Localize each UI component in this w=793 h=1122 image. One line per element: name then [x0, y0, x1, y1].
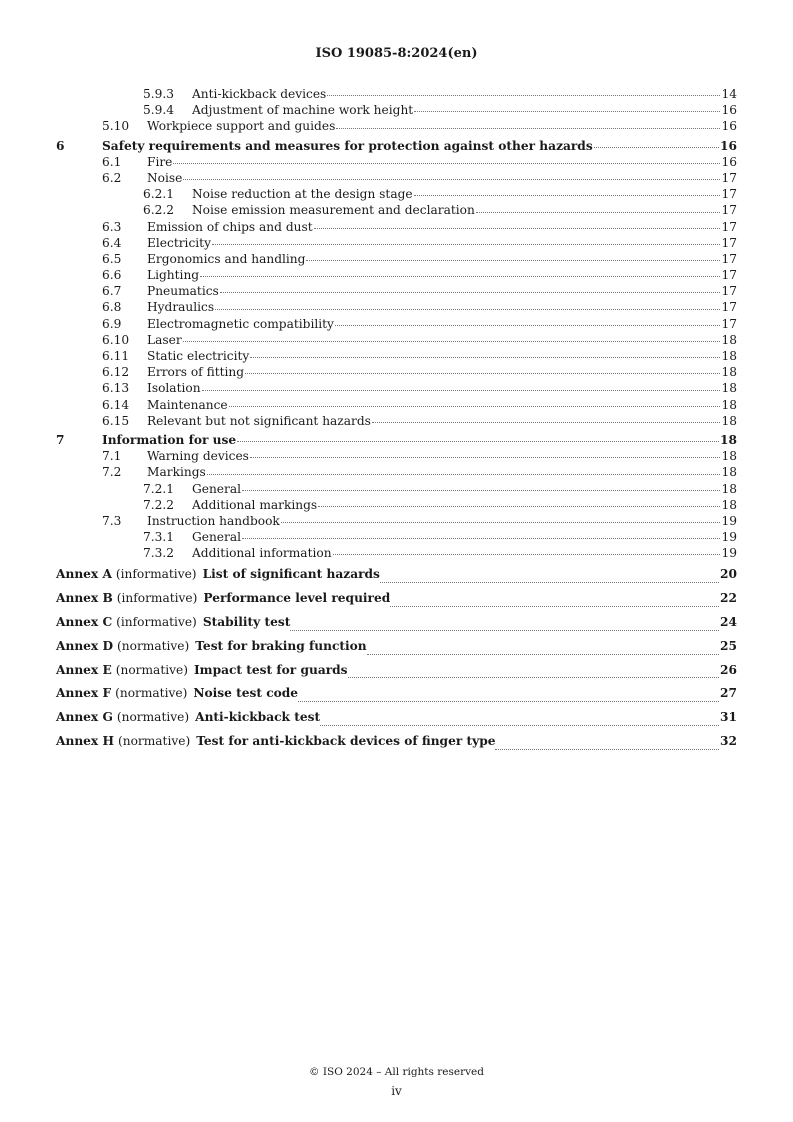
toc-annex-entry[interactable]: [56, 587, 737, 611]
toc-entry-page: 17: [721, 203, 737, 218]
toc-entry-page: 16: [721, 154, 737, 169]
toc-entry-page: 18: [721, 481, 737, 496]
dot-leader: [183, 179, 720, 180]
dot-leader: [333, 554, 721, 555]
dot-leader: [367, 654, 719, 655]
annex-page: 31: [720, 710, 737, 725]
dot-leader: [318, 506, 720, 507]
toc-entry[interactable]: [56, 235, 737, 251]
dot-leader: [229, 406, 721, 407]
toc-entry-page: 17: [721, 251, 737, 266]
toc-entry[interactable]: [56, 481, 737, 497]
dot-leader: [495, 749, 719, 750]
toc-entry-title: Noise: [147, 170, 183, 185]
toc-entry-page: 17: [721, 170, 737, 185]
toc-entry-number: 6.14: [102, 397, 130, 412]
annex-key: Annex G: [56, 710, 113, 725]
toc-entry[interactable]: [56, 86, 737, 102]
dot-leader: [414, 111, 720, 112]
toc-entry[interactable]: [56, 102, 737, 118]
dot-leader: [250, 357, 720, 358]
dot-leader: [173, 163, 720, 164]
toc-entry[interactable]: [56, 154, 737, 170]
toc-entry[interactable]: [56, 138, 737, 154]
toc-entry-number: 7.2: [102, 465, 122, 480]
annex-title: Test for braking function: [195, 638, 367, 653]
toc-entry[interactable]: [56, 299, 737, 315]
toc-entry-number: 6.15: [102, 413, 130, 428]
toc-entry-page: 18: [721, 397, 737, 412]
toc-entry-page: 18: [721, 332, 737, 347]
dot-leader: [220, 292, 721, 293]
toc-entry-title: Laser: [147, 332, 182, 347]
annex-title: Impact test for guards: [193, 662, 348, 677]
toc-entry-number: 6.12: [102, 365, 130, 380]
toc-entry[interactable]: [56, 432, 737, 448]
toc-entry-title: Static electricity: [147, 349, 250, 363]
annex-title: Anti-kickback test: [195, 710, 321, 725]
toc-entry-title: Instruction handbook: [147, 513, 280, 528]
dot-leader: [200, 276, 720, 277]
toc-entry-title: General: [192, 530, 241, 545]
toc-entry-number: 6.2.2: [143, 203, 175, 218]
annex-key: Annex H: [56, 734, 114, 749]
toc-entry-number: 5.10: [102, 119, 130, 134]
toc-entry-page: 16: [720, 138, 737, 153]
toc-entry-title: Workpiece support and guides: [147, 119, 336, 134]
toc-entry-title: Emission of chips and dust: [147, 219, 313, 234]
toc-entry-number: 6.7: [102, 284, 122, 299]
toc-entry[interactable]: [56, 364, 737, 380]
toc-entry-title: General: [192, 481, 241, 496]
toc-entry-title: Noise emission measurement and declaration: [192, 203, 475, 218]
toc-entry-page: 18: [721, 365, 737, 380]
toc-entry-title: Isolation: [147, 381, 201, 396]
toc-entry-title: Safety requirements and measures for protection against other hazards: [102, 138, 593, 153]
toc-entry-page: 18: [720, 432, 737, 447]
toc-entry-number: 6.10: [102, 332, 130, 347]
dot-leader: [335, 325, 721, 326]
toc-entry-page: 16: [721, 103, 737, 118]
toc-entry-title: Additional information: [192, 546, 332, 561]
dot-leader: [250, 457, 721, 458]
toc-annex-entry[interactable]: [56, 659, 737, 683]
toc-entry-page: 18: [721, 349, 737, 363]
annex-kind: (normative): [117, 734, 191, 749]
toc-entry-page: 18: [721, 381, 737, 396]
toc-entry[interactable]: [56, 186, 737, 202]
dot-leader: [414, 195, 721, 196]
toc-entry[interactable]: [56, 219, 737, 235]
toc-entry-page: 19: [721, 530, 737, 545]
annex-kind: (informative): [115, 567, 197, 582]
dot-leader: [327, 95, 720, 96]
toc-entry-number: 7.2.2: [143, 497, 175, 512]
toc-entry-number: 6: [56, 138, 65, 153]
annex-kind: (informative): [116, 591, 198, 606]
annex-kind: (normative): [116, 710, 190, 725]
document-header: ISO 19085-8:2024(en): [315, 46, 478, 61]
toc-entry[interactable]: [56, 332, 737, 348]
dot-leader: [242, 538, 720, 539]
dot-leader: [476, 212, 721, 213]
toc-entry-number: 6.2.1: [143, 187, 175, 202]
toc-entry-page: 17: [721, 284, 737, 299]
annex-title: List of significant hazards: [202, 567, 380, 582]
toc-entry[interactable]: [56, 316, 737, 332]
toc-entry-number: 6.5: [102, 251, 122, 266]
annex-page: 32: [720, 734, 737, 749]
toc-entry-page: 17: [721, 268, 737, 283]
toc-entry-number: 7.1: [102, 449, 122, 464]
toc-entry-page: 17: [721, 235, 737, 250]
toc-entry-page: 19: [721, 513, 737, 528]
toc-entry-page: 17: [721, 316, 737, 331]
annex-page: 25: [720, 638, 737, 653]
toc-entry-number: 6.9: [102, 316, 122, 331]
toc-entry-page: 18: [721, 413, 737, 428]
toc-entry-title: Electricity: [147, 235, 211, 250]
toc-entry-page: 17: [721, 300, 737, 315]
toc-entry-number: 7: [56, 432, 65, 447]
toc-entry-title: Warning devices: [147, 449, 249, 464]
toc-entry[interactable]: [56, 267, 737, 283]
toc-entry-number: 7.2.1: [143, 481, 175, 496]
dot-leader: [390, 606, 719, 607]
toc-entry-title: Maintenance: [147, 397, 228, 412]
toc-entry-title: Noise reduction at the design stage: [192, 187, 413, 202]
annex-page: 24: [720, 615, 737, 630]
table-of-contents: [56, 86, 737, 754]
dot-leader: [212, 244, 721, 245]
annex-kind: (normative): [115, 662, 188, 677]
toc-entry-title: Additional markings: [192, 497, 318, 512]
toc-entry-number: 6.13: [102, 381, 130, 396]
dot-leader: [372, 422, 721, 423]
toc-entry[interactable]: [56, 497, 737, 513]
dot-leader: [183, 341, 721, 342]
toc-entry-number: 6.3: [102, 219, 122, 234]
toc-entry-number: 6.1: [102, 154, 122, 169]
toc-entry-number: 5.9.3: [143, 87, 175, 101]
toc-entry-title: Lighting: [147, 268, 200, 283]
dot-leader: [245, 373, 720, 374]
toc-entry[interactable]: [56, 464, 737, 480]
toc-entry-number: 7.3: [102, 513, 122, 528]
dot-leader: [336, 128, 720, 129]
toc-annex-entry[interactable]: [56, 635, 737, 659]
annex-page: 20: [720, 567, 737, 582]
dot-leader: [242, 490, 720, 491]
toc-entry[interactable]: [56, 118, 737, 134]
toc-entry-title: Anti-kickback devices: [192, 87, 327, 101]
dot-leader: [306, 260, 720, 261]
annex-kind: (normative): [115, 686, 188, 701]
annex-kind: (normative): [117, 638, 190, 653]
toc-entry-title: Pneumatics: [147, 284, 219, 299]
page-number: iv: [391, 1084, 402, 1098]
toc-annex-entry[interactable]: [56, 730, 737, 754]
toc-entry-title: Electromagnetic compatibility: [147, 316, 334, 331]
annex-title: Noise test code: [193, 686, 299, 701]
annex-title: Performance level required: [203, 591, 391, 606]
toc-annex-entry[interactable]: [56, 682, 737, 706]
annex-key: Annex C: [56, 615, 113, 630]
toc-entry-title: Fire: [147, 154, 173, 169]
toc-entry-title: Adjustment of machine work height: [192, 103, 414, 118]
toc-entry[interactable]: [56, 348, 737, 364]
toc-entry-number: 6.6: [102, 268, 122, 283]
toc-entry[interactable]: [56, 380, 737, 396]
toc-entry-number: 7.3.1: [143, 530, 175, 545]
dot-leader: [237, 441, 719, 442]
annex-title: Stability test: [202, 615, 291, 630]
annex-title: Test for anti-kickback devices of finger type: [196, 734, 496, 749]
toc-entry-page: 17: [721, 219, 737, 234]
dot-leader: [348, 677, 720, 678]
toc-entry-title: Markings: [147, 465, 206, 480]
toc-entry-number: 5.9.4: [143, 103, 175, 118]
dot-leader: [298, 701, 719, 702]
annex-kind: (informative): [116, 615, 197, 630]
annex-page: 26: [720, 662, 737, 677]
toc-entry-page: 18: [721, 449, 737, 464]
toc-entry[interactable]: [56, 170, 737, 186]
dot-leader: [380, 582, 719, 583]
toc-entry[interactable]: [56, 529, 737, 545]
toc-entry-page: 18: [721, 465, 737, 480]
toc-entry[interactable]: [56, 251, 737, 267]
copyright-footer: © ISO 2024 – All rights reserved: [309, 1066, 484, 1078]
annex-key: Annex A: [56, 567, 112, 582]
dot-leader: [215, 309, 720, 310]
toc-entry-title: Relevant but not significant hazards: [147, 413, 371, 428]
annex-key: Annex F: [56, 686, 112, 701]
toc-entry-page: 17: [721, 187, 737, 202]
toc-entry-number: 6.4: [102, 235, 122, 250]
toc-entry-number: 6.8: [102, 300, 122, 315]
dot-leader: [281, 522, 721, 523]
dot-leader: [314, 228, 721, 229]
toc-entry[interactable]: [56, 448, 737, 464]
toc-annex-entry[interactable]: [56, 706, 737, 730]
toc-entry-page: 14: [721, 87, 737, 101]
toc-entry-number: 7.3.2: [143, 546, 175, 561]
annex-key: Annex D: [56, 638, 114, 653]
annex-key: Annex E: [56, 662, 112, 677]
toc-entry-number: 6.11: [102, 349, 130, 363]
toc-entry-title: Ergonomics and handling: [147, 251, 306, 266]
toc-annex-entry[interactable]: [56, 611, 737, 635]
toc-entry[interactable]: [56, 397, 737, 413]
dot-leader: [290, 630, 719, 631]
toc-entry[interactable]: [56, 545, 737, 561]
toc-entry-number: 6.2: [102, 170, 122, 185]
dot-leader: [320, 725, 719, 726]
dot-leader: [207, 474, 721, 475]
toc-entry-page: 18: [721, 497, 737, 512]
toc-entry-page: 16: [721, 119, 737, 134]
annex-key: Annex B: [56, 591, 113, 606]
toc-entry-title: Hydraulics: [147, 300, 215, 315]
dot-leader: [594, 147, 719, 148]
annex-page: 22: [720, 591, 737, 606]
toc-entry[interactable]: [56, 283, 737, 299]
annex-page: 27: [720, 686, 737, 701]
toc-annex-entry[interactable]: [56, 563, 737, 587]
dot-leader: [202, 390, 721, 391]
toc-entry[interactable]: [56, 413, 737, 429]
toc-entry-title: Errors of fitting: [147, 365, 245, 380]
toc-entry[interactable]: [56, 202, 737, 218]
toc-entry-page: 19: [721, 546, 737, 561]
toc-entry-title: Information for use: [102, 432, 237, 447]
toc-entry[interactable]: [56, 513, 737, 529]
